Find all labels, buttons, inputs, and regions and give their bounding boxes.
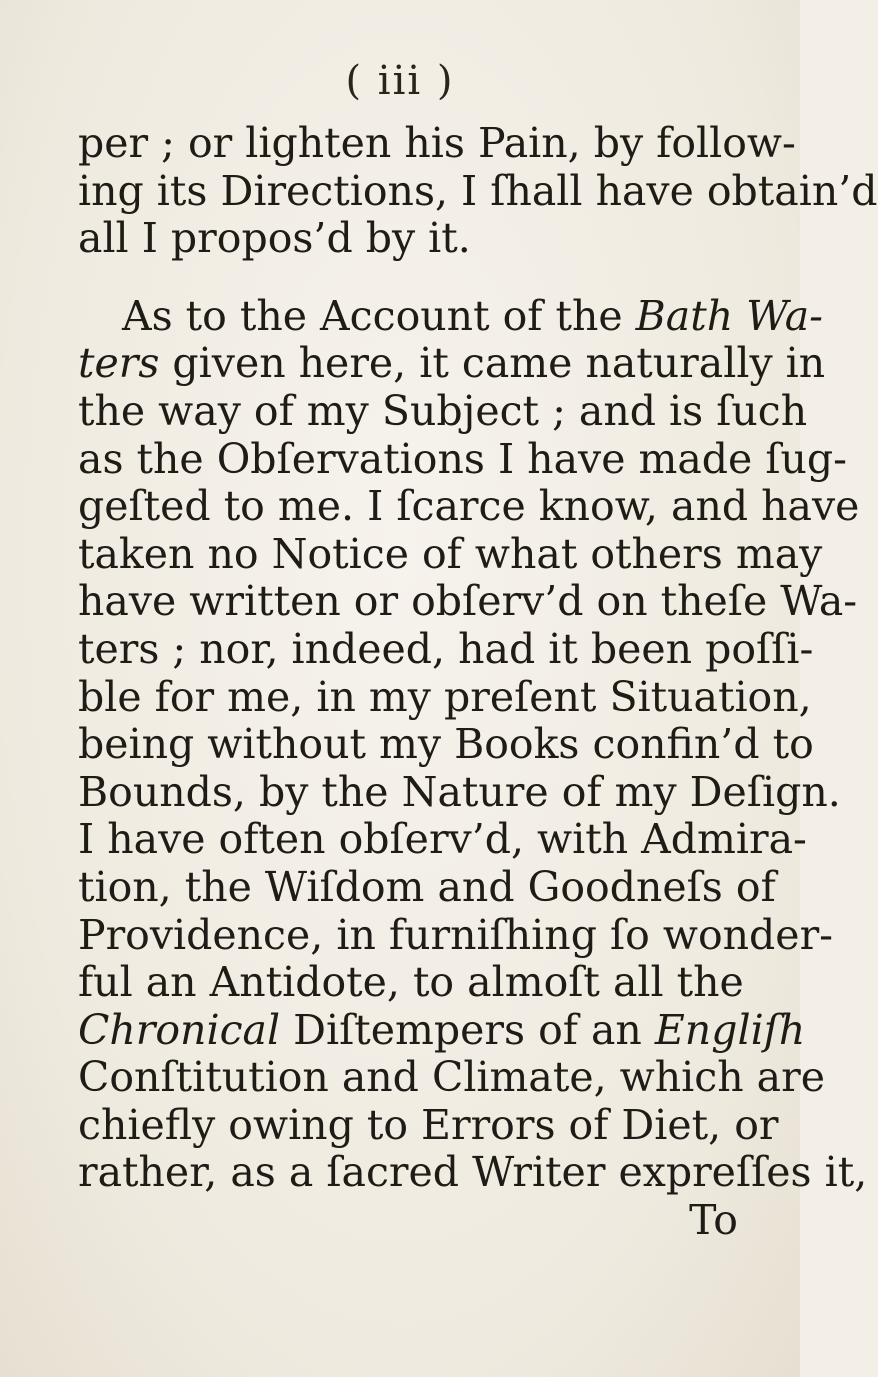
catchword: To bbox=[689, 1196, 738, 1245]
text-line: have written or obſerv’d on theſe Wa- bbox=[78, 577, 858, 626]
text-line: ing its Directions, I ſhall have obtain’d bbox=[78, 166, 878, 215]
text-line: per ; or lighten his Pain, by follow- bbox=[78, 119, 796, 167]
text-line: rather, as a ſacred Writer expreſſes it, bbox=[78, 1148, 868, 1197]
body-text bbox=[78, 119, 878, 1245]
text-line: ters ; nor, indeed, had it been poſſi- bbox=[78, 624, 814, 673]
text-line: taken no Notice of what others may bbox=[78, 529, 823, 578]
text-line: Bounds, by the Nature of my Deſign. bbox=[78, 767, 841, 816]
text-line: ble for me, in my preſent Situation, bbox=[78, 672, 812, 721]
italic-phrase: ters bbox=[78, 339, 160, 388]
text-line: As to the Account of the Bath Wa- bbox=[122, 291, 824, 340]
text-line: tion, the Wiſdom and Goodneſs of bbox=[78, 862, 776, 911]
italic-phrase: Bath Wa- bbox=[635, 291, 824, 340]
text-line: Providence, in furniſhing ſo wonder- bbox=[78, 910, 834, 959]
page-number: ( iii ) bbox=[345, 58, 455, 104]
text-line: ful an Antidote, to almoſt all the bbox=[78, 958, 744, 1007]
text-line: chiefly owing to Errors of Diet, or bbox=[78, 1100, 779, 1149]
text-line: I have often obſerv’d, with Admira- bbox=[78, 815, 807, 864]
text-line: as the Obſervations I have made ſug- bbox=[78, 434, 848, 483]
italic-phrase: Engliſh bbox=[654, 1005, 806, 1054]
text-line: all I propos’d by it. bbox=[78, 214, 471, 263]
italic-phrase: Chronical bbox=[78, 1005, 281, 1054]
text-line: being without my Books confin’d to bbox=[78, 720, 814, 769]
text-line: geſted to me. I ſcarce know, and have bbox=[78, 482, 860, 531]
text-line: ters given here, it came naturally in bbox=[78, 339, 826, 388]
text-line: Chronical Diſtempers of an Engliſh bbox=[78, 1005, 806, 1054]
text-line: the way of my Subject ; and is ſuch bbox=[78, 386, 808, 435]
text-line: Conſtitution and Climate, which are bbox=[78, 1053, 825, 1102]
